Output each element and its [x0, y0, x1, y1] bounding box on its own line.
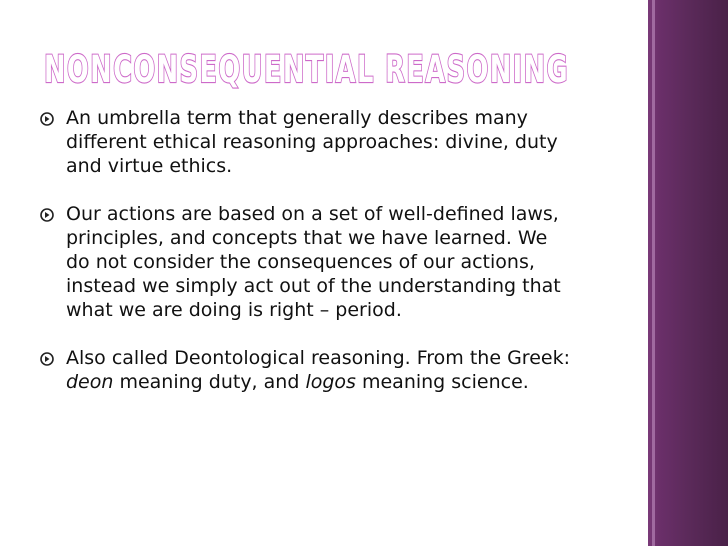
circled-arrow-icon: [40, 112, 54, 126]
bullet-line: Our actions are based on a set of well-defined laws,: [66, 203, 559, 225]
bullet-line: [66, 370, 620, 394]
bullet-line: Also called Deontological reasoning. From the Greek:: [66, 347, 570, 369]
bullet-line: different ethical reasoning approaches: divine, duty: [66, 131, 558, 153]
bullet-line: instead we simply act out of the understanding that: [66, 275, 561, 297]
slide-title: [44, 40, 664, 96]
bullet-text: [66, 106, 620, 178]
bullet-item: [40, 106, 620, 178]
circled-arrow-icon: [40, 208, 54, 222]
bullet-line: principles, and concepts that we have learned. We: [66, 227, 548, 249]
bullet-text: [66, 346, 620, 394]
bullet-line: what we are doing is right – period.: [66, 299, 402, 321]
bullet-item: [40, 346, 620, 394]
bullet-list: [40, 106, 620, 418]
bullet-line: An umbrella term that generally describes many: [66, 107, 528, 129]
circled-arrow-icon: [40, 352, 54, 366]
text-fragment: meaning science.: [355, 371, 529, 393]
bullet-line: and virtue ethics.: [66, 155, 233, 177]
slide-title-text: NONCONSEQUENTIAL REASONING: [44, 48, 569, 91]
bullet-item: [40, 202, 620, 322]
text-fragment: meaning duty, and: [113, 371, 306, 393]
term-logos: logos: [305, 371, 356, 393]
slide-title-svg: [44, 40, 664, 96]
bullet-text: [66, 202, 620, 322]
term-deon: deon: [66, 371, 114, 393]
bullet-line: do not consider the consequences of our actions,: [66, 251, 535, 273]
